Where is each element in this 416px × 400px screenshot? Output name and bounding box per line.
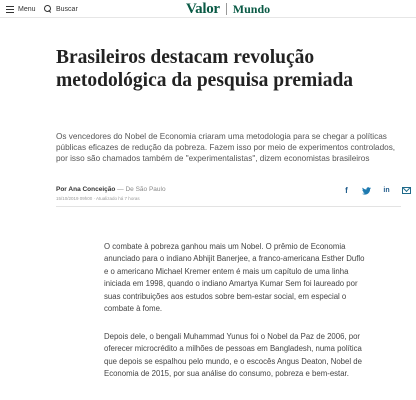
mail-share-button[interactable] (402, 186, 411, 195)
byline (56, 186, 166, 193)
menu-button[interactable] (6, 3, 36, 15)
dateline-place: — De São Paulo (117, 186, 166, 193)
divider (56, 206, 401, 207)
section-title[interactable]: Mundo (232, 1, 271, 16)
brand-logo[interactable]: Valor (186, 0, 220, 17)
author-name[interactable]: Por Ana Conceição (56, 186, 116, 193)
linkedin-icon[interactable]: in (383, 187, 390, 194)
share-bar (342, 186, 411, 195)
mail-icon (402, 187, 411, 194)
publish-dates: 15/10/2019 09h00 · Atualizado há 7 horas (56, 196, 140, 201)
article-subtitle: Os vencedores do Nobel de Economia criaram uma metodologia para se chegar a políticas públicas eficazes de redução da pobreza. Fazem isso por meio de experimentos controlados, por isso são chamados também de "experimentalistas", dizem economistas brasileiros (56, 132, 396, 163)
brand[interactable] (186, 0, 270, 18)
article-paragraph: O combate à pobreza ganhou mais um Nobel. O prêmio de Economia anunciado para o indiano Abhijit Banerjee, a franco-americana Esther Duflo e o americano Michael Kremer entem é mais um capítulo de uma linha iniciada em 1998, quando o indiano Amartya Kumar Sem foi laureado por suas contribuições aos estudos sobre bem-estar social, em especial o combate à fome. (104, 242, 365, 314)
search-label: Buscar (56, 5, 78, 13)
twitter-icon[interactable] (362, 186, 371, 195)
search-icon (44, 5, 52, 13)
brand-separator (226, 3, 227, 15)
article-paragraph: Depois dele, o bengali Muhammad Yunus foi o Nobel da Paz de 2006, por oferecer microcrédito a milhões de pessoas em Bangladesh, numa política que depois se espalhou pelo mundo, e o escocês Angus Deaton, Nobel de Economia de 2015, por sua análise do consumo, pobreza e bem-estar. (104, 332, 362, 379)
search-button[interactable] (44, 3, 78, 15)
facebook-icon[interactable]: f (345, 186, 348, 195)
hamburger-icon (6, 6, 14, 13)
article-title: Brasileiros destacam revolução metodológica da pesquisa premiada (56, 47, 354, 91)
top-bar (0, 0, 416, 18)
menu-label: Menu (18, 5, 36, 13)
